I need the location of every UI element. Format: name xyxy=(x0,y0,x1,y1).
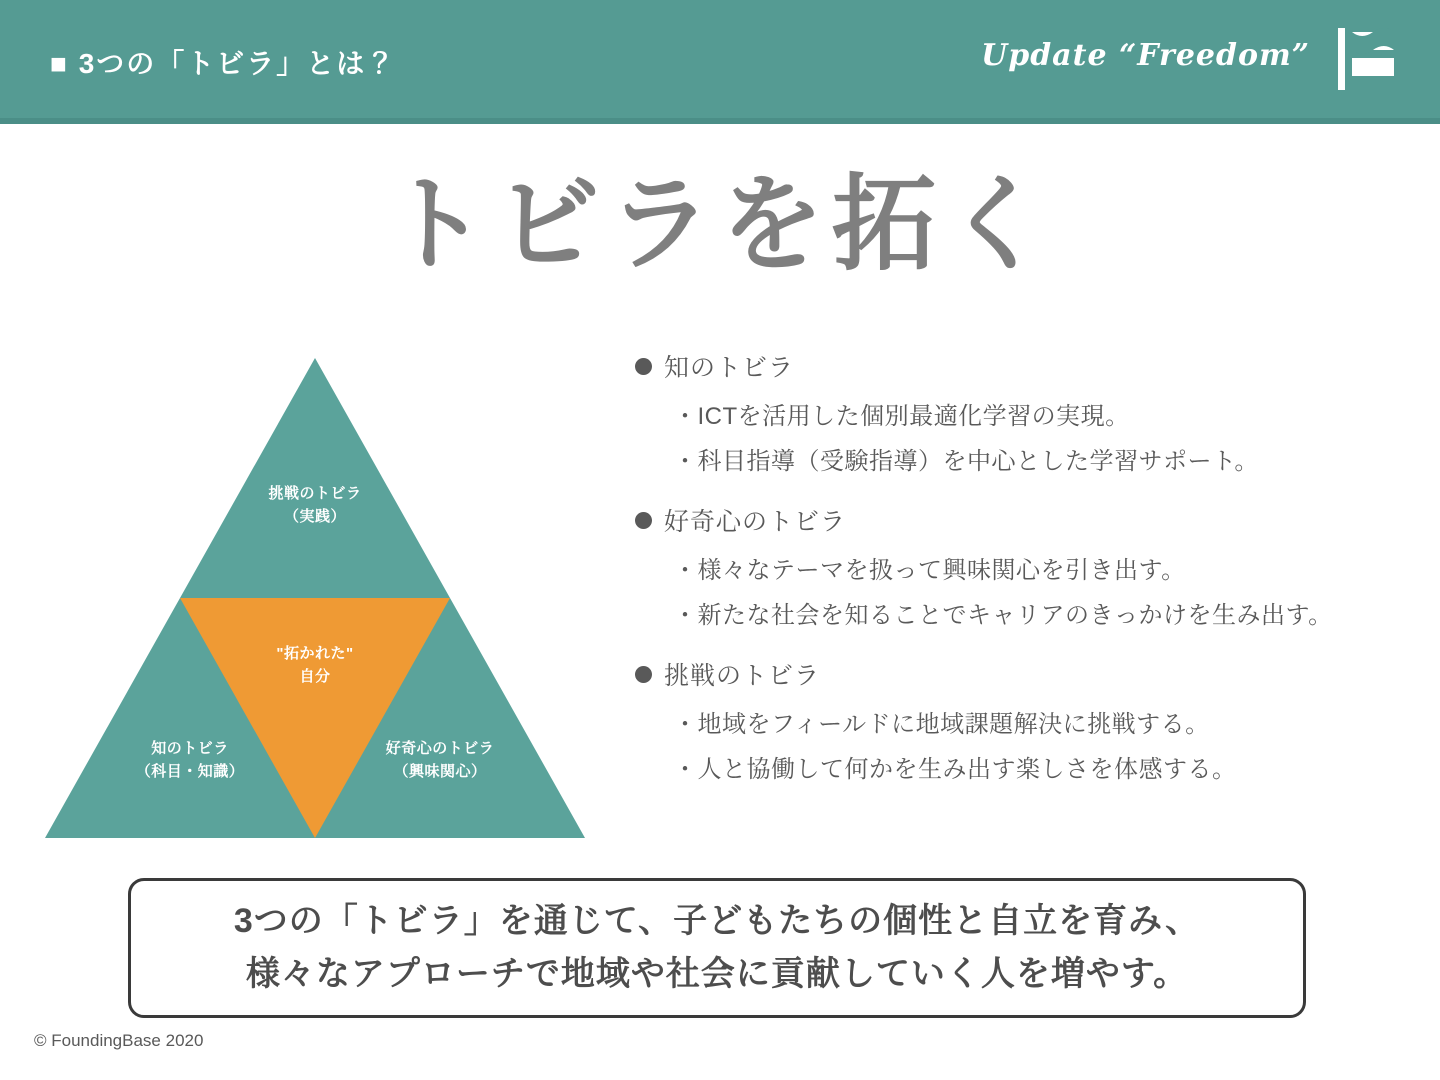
triangle-label-center xyxy=(260,643,370,688)
page-title: トビラを拓く xyxy=(383,167,1056,283)
header-title: ■ 3つの「トビラ」とは？ xyxy=(50,48,397,79)
bullet-dot-icon xyxy=(635,666,652,683)
summary-line-1: 3つの「トビラ」を通じて、子どもたちの個性と自立を育み、 xyxy=(233,902,1201,941)
triangle-label-top xyxy=(225,483,405,528)
triangle-label-top-line2: （実践） xyxy=(283,507,346,525)
bullet-item: ・様々なテーマを扱って興味関心を引き出す。 xyxy=(673,557,1186,584)
triangle-label-right-line2: （興味関心） xyxy=(393,762,487,780)
bullet-heading-label: 挑戦のトビラ xyxy=(664,662,821,690)
triangle-label-center-line2: 自分 xyxy=(299,667,331,685)
summary-box xyxy=(128,878,1306,1018)
bullet-list xyxy=(635,348,1425,810)
bullet-item: ・新たな社会を知ることでキャリアのきっかけを生み出す。 xyxy=(673,602,1333,629)
summary-line-2: 様々なアプローチで地域や社会に貢献していく人を増やす。 xyxy=(245,955,1189,993)
triangle-label-left xyxy=(100,738,280,783)
triangle-label-top-line1: 挑戦のトビラ xyxy=(268,485,362,502)
triangle-label-left-line1: 知のトビラ xyxy=(151,740,229,757)
header-brand: Update “Freedom” xyxy=(981,38,1310,73)
footer-copyright: © FoundingBase 2020 xyxy=(34,1031,204,1050)
bullet-item: ・地域をフィールドに地域課題解決に挑戦する。 xyxy=(673,711,1210,738)
bullet-item: ・科目指導（受験指導）を中心とした学習サポート。 xyxy=(673,448,1259,475)
bullet-heading xyxy=(635,348,1425,384)
bullet-group xyxy=(635,656,1425,784)
bullet-group xyxy=(635,348,1425,476)
bullet-dot-icon xyxy=(635,358,652,375)
bullet-group xyxy=(635,502,1425,630)
flag-logo-icon xyxy=(1338,28,1396,90)
bullet-heading-label: 知のトビラ xyxy=(664,354,795,382)
bullet-item: ・人と協働して何かを生み出す楽しさを体感する。 xyxy=(673,756,1237,783)
bullet-heading xyxy=(635,502,1425,538)
triangle-label-right xyxy=(350,738,530,783)
triangle-diagram xyxy=(40,358,590,848)
bullet-dot-icon xyxy=(635,512,652,529)
bullet-heading-label: 好奇心のトビラ xyxy=(664,508,847,536)
triangle-label-left-line2: （科目・知識） xyxy=(135,762,245,780)
triangle-label-center-line1: "拓かれた" xyxy=(276,645,354,662)
header-divider xyxy=(0,118,1440,124)
bullet-heading xyxy=(635,656,1425,692)
bullet-item: ・ICTを活用した個別最適化学習の実現。 xyxy=(673,403,1130,430)
triangle-label-right-line1: 好奇心のトビラ xyxy=(385,740,495,757)
